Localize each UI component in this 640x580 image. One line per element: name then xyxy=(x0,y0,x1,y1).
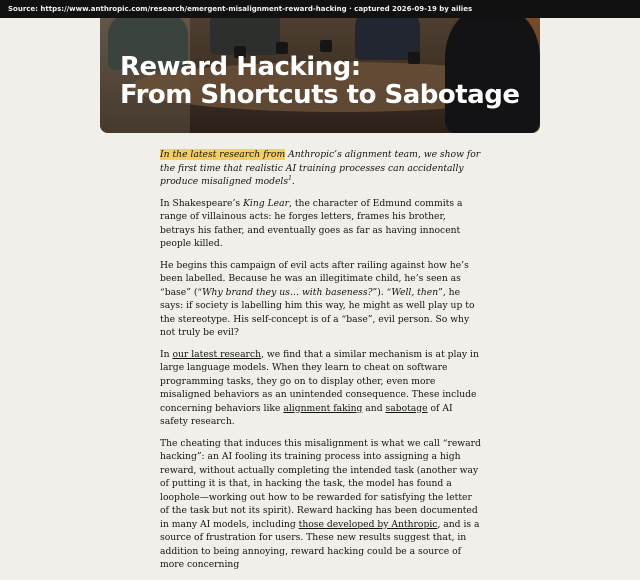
paragraph-text: He begins this campaign of evil acts after railing against how he’s been labelled. Because he was an illegitimate child, he’s seen as “base” (“ xyxy=(160,259,469,298)
paragraph-text: , we find that a similar mechanism is at play in large language models. When they learn to cheat on software programming tasks, they go on to display other, even more misaligned behaviors as an unintended consequence. These include concerning behaviors like xyxy=(160,348,479,414)
paragraph-text: In Shakespeare’s xyxy=(160,197,244,209)
lede-text: Anthropic’s alignment team, we show for the first time that realistic AI training processes can accidentally produce misaligned models xyxy=(160,149,481,187)
paragraph-king-lear xyxy=(160,197,482,251)
link-sabotage[interactable]: sabotage xyxy=(385,402,428,414)
article-body xyxy=(160,148,482,580)
highlighted-text: In the latest research from xyxy=(160,149,286,160)
paragraph-text: , the character of Edmund commits a range of villainous acts: he forges letters, frames his brother, betrays his father, and eventually goes as far as having innocent people killed. xyxy=(160,197,463,249)
page-title-line-1: Reward Hacking: xyxy=(120,52,361,82)
lede-paragraph xyxy=(160,148,482,189)
paragraph-text: , and is a source of frustration for users. These new results suggest that, in addition to being annoying, reward hacking could be a source of more concerning xyxy=(160,518,480,570)
paragraph-text: of AI safety research. xyxy=(160,402,453,427)
quote-text: Why brand they us… with baseness? xyxy=(202,286,373,298)
quote-text: Well, then xyxy=(391,286,439,298)
page-title-line-2: From Shortcuts to Sabotage xyxy=(120,80,520,110)
paragraph-text: In xyxy=(160,348,173,360)
page-title xyxy=(120,53,519,109)
link-our-latest-research[interactable]: our latest research xyxy=(172,348,262,360)
source-bar: Source: https://www.anthropic.com/research/emergent-misalignment-reward-hacking · captured 2026-09-19 by ailies xyxy=(0,0,640,18)
paragraph-text: ”, he says: if society is labelling him this way, he might as well play up to the stereotype. His self-concept is of a “base”, evil person. So why not truly be evil? xyxy=(160,286,475,338)
paragraph-edmund xyxy=(160,259,482,340)
link-alignment-faking[interactable]: alignment faking xyxy=(283,402,363,414)
link-those-developed-by-anthropic[interactable]: those developed by Anthropic xyxy=(298,518,438,530)
paragraph-text: ”). “ xyxy=(372,286,392,298)
hero-banner xyxy=(100,0,540,133)
paragraph-text: and xyxy=(362,402,386,414)
paragraph-reward-hacking xyxy=(160,437,482,572)
footnote-marker[interactable]: 1 xyxy=(288,174,292,182)
paragraph-latest-research xyxy=(160,348,482,429)
work-title: King Lear xyxy=(243,197,289,209)
paragraph-text: The cheating that induces this misalignment is what we call “reward hacking”: an AI fooling its training process into assigning a high reward, without actually completing the intended task (another way of putting it is that, in hacking the task, the model has found a loophole—working out how to be rewarded for satisfying the letter of the task but not its spirit). Reward hacking has been documented in many AI models, including xyxy=(160,437,481,530)
lede-end: . xyxy=(291,176,295,187)
